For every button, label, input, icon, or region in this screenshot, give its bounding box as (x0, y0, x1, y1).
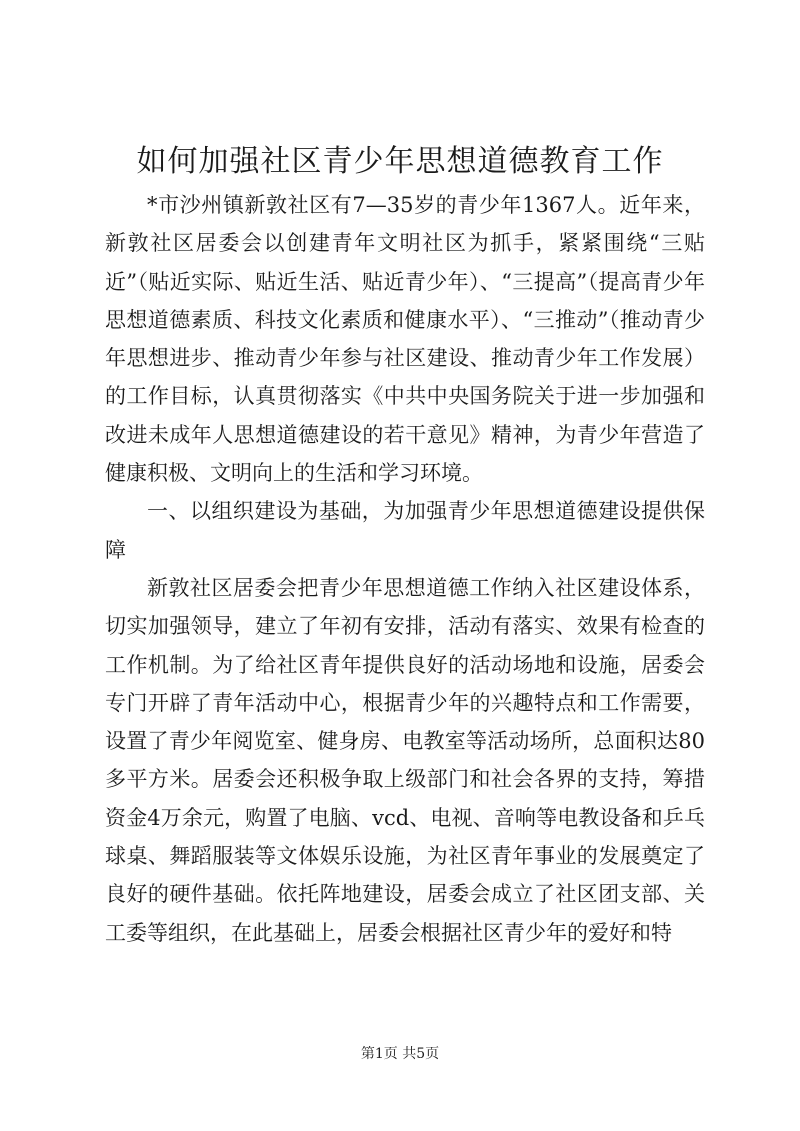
document-body (105, 186, 705, 952)
intro-paragraph: *市沙州镇新敦社区有7—35岁的青少年1367人。近年来，新敦社区居委会以创建青年文明社区为抓手，紧紧围绕“三贴近”（贴近实际、贴近生活、贴近青少年）、“三提高”（提高青少年思想道德素质、科技文化素质和健康水平）、“三推动”（推动青少年思想进步、推动青少年参与社区建设、推动青少年工作发展）的工作目标，认真贯彻落实《中共中央国务院关于进一步加强和改进未成年人思想道德建设的若干意见》精神，为青少年营造了健康积极、文明向上的生活和学习环境。 (105, 193, 705, 486)
section-heading: 一、以组织建设为基础，为加强青少年思想道德建设提供保障 (105, 499, 705, 562)
document-title: 如何加强社区青少年思想道德教育工作 (136, 144, 664, 179)
body-paragraph: 新敦社区居委会把青少年思想道德工作纳入社区建设体系，切实加强领导，建立了年初有安排，活动有落实、效果有检查的工作机制。为了给社区青年提供良好的活动场地和设施，居委会专门开辟了青年活动中心，根据青少年的兴趣特点和工作需要，设置了青少年阅览室、健身房、电教室等活动场所，总面积达80多平方米。居委会还积极争取上级部门和社会各界的支持，筹措资金4万余元，购置了电脑、vcd、电视、音响等电教设备和乒乓球桌、舞蹈服装等文体娱乐设施，为社区青年事业的发展奠定了良好的硬件基础。依托阵地建设，居委会成立了社区团支部、关工委等组织，在此基础上，居委会根据社区青少年的爱好和特 (105, 575, 705, 945)
page-number-footer: 第1页 共5页 (360, 1046, 440, 1062)
